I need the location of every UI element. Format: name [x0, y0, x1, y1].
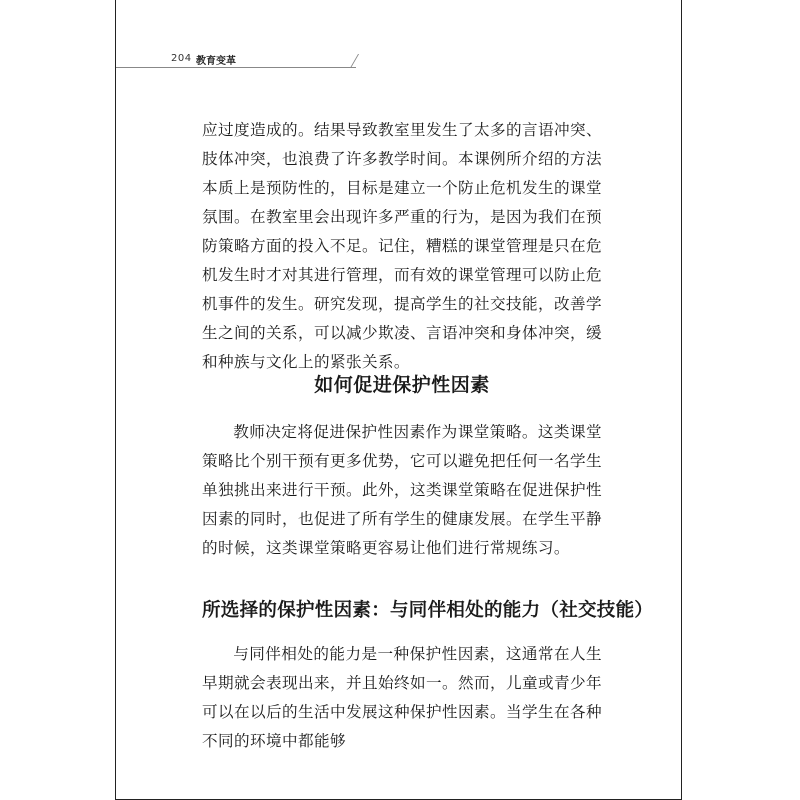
section-heading: 如何促进保护性因素 — [314, 374, 490, 396]
running-header — [116, 48, 376, 70]
header-rule-slant — [350, 54, 369, 68]
header-rule — [116, 67, 356, 68]
body-paragraph: 与同伴相处的能力是一种保护性因素，这通常在人生早期就会表现出来，并且始终如一。然而，儿童或青少年可以在以后的生活中发展这种保护性因素。当学生在各种不同的环境中都能够 — [202, 645, 602, 750]
subsection-heading: 所选择的保护性因素：与同伴相处的能力（社交技能） — [202, 600, 654, 621]
book-title: 教育变革 — [196, 56, 236, 67]
body-paragraph: 应过度造成的。结果导致教室里发生了太多的言语冲突、肢体冲突，也浪费了许多教学时间。本课例所介绍的方法本质上是预防性的，目标是建立一个防止危机发生的课堂氛围。在教室里会出现许多严重的行为，是因为我们在预防策略方面的投入不足。记住，糟糕的课堂管理是只在危机发生时才对其进行管理，而有效的课堂管理可以防止危机事件的发生。研究发现，提高学生的社交技能，改善学生之间的关系，可以减少欺凌、言语冲突和身体冲突，缓和种族与文化上的紧张关系。 — [202, 121, 602, 371]
page-number: 204 — [171, 53, 192, 64]
body-paragraph: 教师决定将促进保护性因素作为课堂策略。这类课堂策略比个别干预有更多优势，它可以避免把任何一名学生单独挑出来进行干预。此外，这类课堂策略在促进保护性因素的同时，也促进了所有学生的健康发展。在学生平静的时候，这类课堂策略更容易让他们进行常规练习。 — [202, 423, 602, 557]
book-page — [115, 0, 682, 800]
